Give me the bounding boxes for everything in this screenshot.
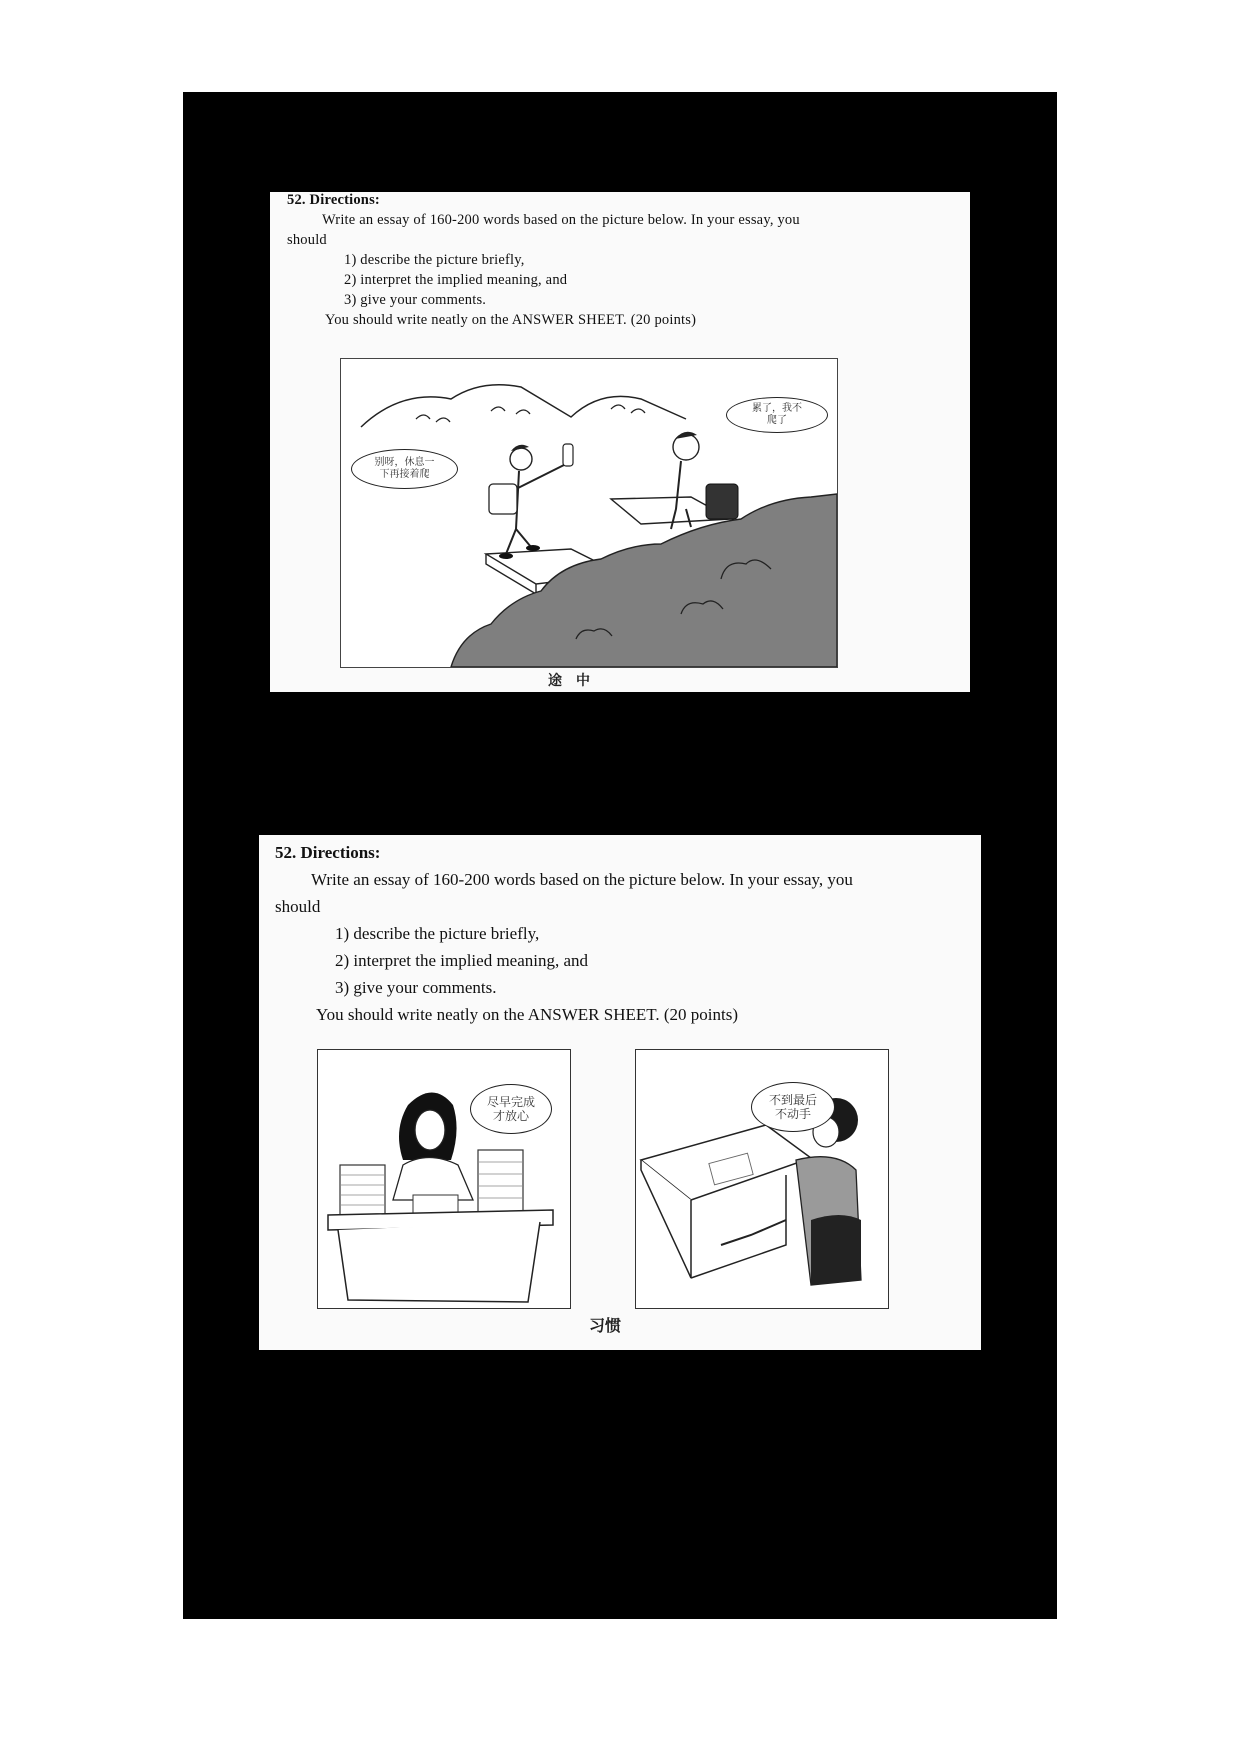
instruction-item-1: 1) describe the picture briefly, (335, 924, 540, 943)
cartoon-frame-procrastinator (635, 1049, 889, 1309)
speech-bubble-last-minute (751, 1082, 835, 1132)
speech-bubble-finish-early (470, 1084, 552, 1134)
instruction-item-1: 1) describe the picture briefly, (344, 252, 525, 268)
bubble-text-line-2: 爬了 (767, 415, 787, 426)
instruction-line-1: Write an essay of 160-200 words based on the picture below. In your essay, you (322, 212, 800, 228)
bubble-text-line-2: 才放心 (492, 1109, 529, 1123)
directions-title: 52. Directions: (287, 192, 380, 208)
instruction-footer: You should write neatly on the ANSWER SHEET. (20 points) (325, 312, 697, 328)
cartoon-caption: 途 中 (548, 673, 590, 689)
instruction-line-2: should (275, 897, 321, 916)
question-panel-1 (270, 192, 970, 692)
instruction-footer: You should write neatly on the ANSWER SHEET. (20 points) (316, 1005, 738, 1024)
instruction-item-2: 2) interpret the implied meaning, and (344, 272, 568, 288)
speech-bubble-keep-going (351, 449, 458, 489)
bubble-text-line-2: 下再接着爬 (379, 469, 430, 480)
speech-bubble-tired (726, 397, 828, 433)
cartoon-frame-journey (340, 358, 838, 668)
cartoon-frame-early-bird (317, 1049, 571, 1309)
bubble-text-line-1: 累了，我不 (752, 403, 802, 414)
bubble-text-line-1: 尽早完成 (486, 1094, 535, 1109)
cartoon-caption: 习惯 (589, 1316, 622, 1335)
bubble-text-line-1: 别呀，休息一 (374, 457, 435, 468)
bubble-text-line-1: 不到最后 (768, 1092, 817, 1107)
instruction-line-1: Write an essay of 160-200 words based on the picture below. In your essay, you (311, 870, 853, 889)
instruction-item-2: 2) interpret the implied meaning, and (335, 951, 589, 970)
instruction-item-3: 3) give your comments. (344, 292, 487, 308)
bubble-text-line-2: 不动手 (774, 1107, 811, 1121)
instruction-item-3: 3) give your comments. (335, 978, 497, 997)
question-panel-2 (259, 835, 981, 1350)
directions-title: 52. Directions: (275, 843, 381, 862)
instruction-line-2: should (287, 232, 327, 248)
